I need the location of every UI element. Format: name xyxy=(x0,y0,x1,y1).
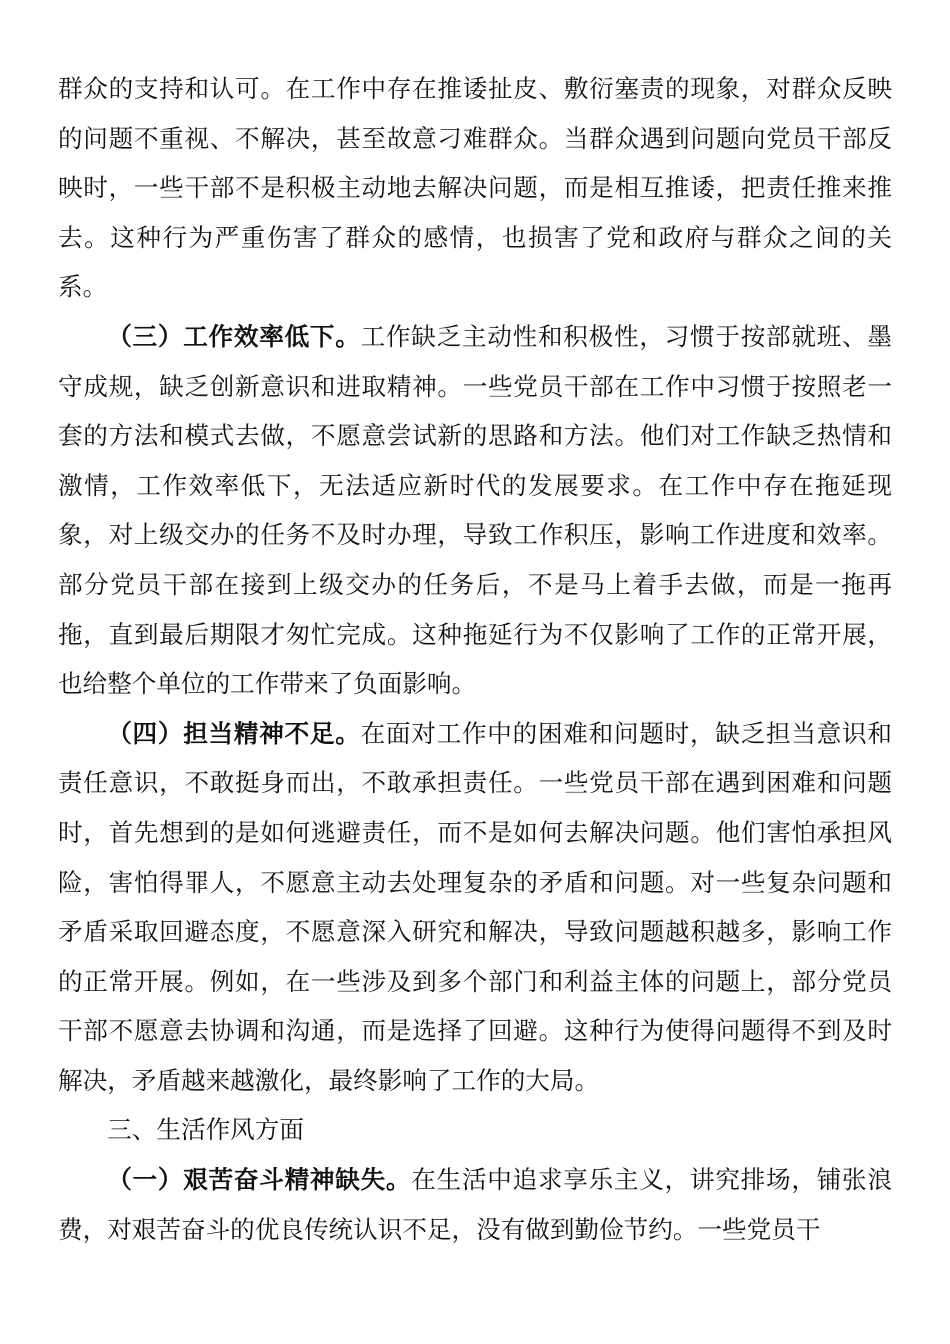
paragraph-text: 在生活中追求享乐主义，讲究排场，铺张浪费，对艰苦奋斗的优良传统认识不足，没有做到勤俭节约。一些党员干 xyxy=(58,1165,892,1244)
paragraph-heading: （三）工作效率低下。 xyxy=(107,321,361,351)
paragraph-work-efficiency xyxy=(58,312,892,709)
paragraph-continuation xyxy=(58,64,892,312)
section-heading-lifestyle xyxy=(58,1105,892,1155)
paragraph-heading: （四）担当精神不足。 xyxy=(107,718,361,748)
document-page xyxy=(58,64,892,1254)
paragraph-text: 工作缺乏主动性和积极性，习惯于按部就班、墨守成规，缺乏创新意识和进取精神。一些党员干部在工作中习惯于按照老一套的方法和模式去做，不愿意尝试新的思路和方法。他们对工作缺乏热情和激情，工作效率低下，无法适应新时代的发展要求。在工作中存在拖延现象，对上级交办的任务不及时办理，导致工作积压，影响工作进度和效率。部分党员干部在接到上级交办的任务后，不是马上着手去做，而是一拖再拖，直到最后期限才匆忙完成。这种拖延行为不仅影响了工作的正常开展，也给整个单位的工作带来了负面影响。 xyxy=(58,321,892,699)
paragraph-text: 群众的支持和认可。在工作中存在推诿扯皮、敷衍塞责的现象，对群众反映的问题不重视、不解决，甚至故意刁难群众。当群众遇到问题向党员干部反映时，一些干部不是积极主动地去解决问题，而是相互推诿，把责任推来推去。这种行为严重伤害了群众的感情，也损害了党和政府与群众之间的关系。 xyxy=(58,74,892,302)
paragraph-hard-work xyxy=(58,1155,892,1254)
paragraph-responsibility xyxy=(58,709,892,1106)
paragraph-text: 在面对工作中的困难和问题时，缺乏担当意识和责任意识，不敢挺身而出，不敢承担责任。一些党员干部在遇到困难和问题时，首先想到的是如何逃避责任，而不是如何去解决问题。他们害怕承担风险，害怕得罪人，不愿意主动去处理复杂的矛盾和问题。对一些复杂问题和矛盾采取回避态度，不愿意深入研究和解决，导致问题越积越多，影响工作的正常开展。例如，在一些涉及到多个部门和利益主体的问题上，部分党员干部不愿意去协调和沟通，而是选择了回避。这种行为使得问题得不到及时解决，矛盾越来越激化，最终影响了工作的大局。 xyxy=(58,718,892,1095)
paragraph-heading: （一）艰苦奋斗精神缺失。 xyxy=(107,1165,412,1195)
section-heading-text: 三、生活作风方面 xyxy=(107,1115,304,1145)
